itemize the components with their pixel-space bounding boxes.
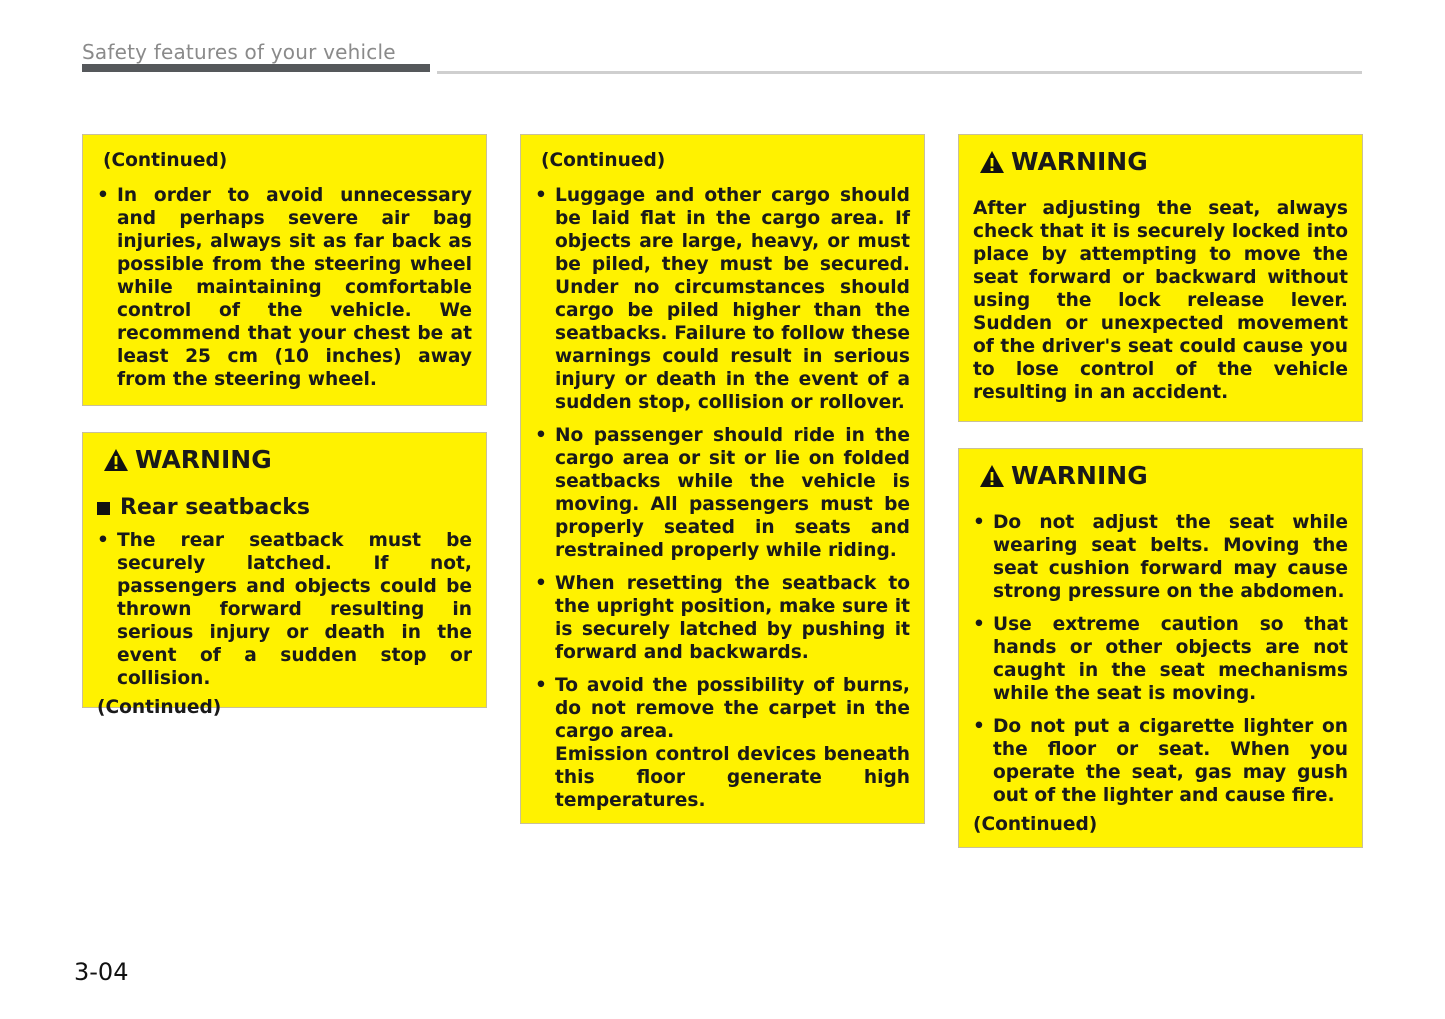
- continued-label: (Continued): [973, 814, 1098, 835]
- section-title: Safety features of your vehicle: [82, 40, 396, 64]
- square-bullet-icon: [97, 502, 110, 515]
- warning-paragraph: After adjusting the seat, always check that it is securely locked into place by attempting to move the seat forward or backward without using the lock release lever. Sudden or unexpected movement of the driver's seat could cause you to lose control of the vehicle resulting in an accident.: [973, 198, 1348, 403]
- header-rule: [437, 71, 1362, 74]
- warning-triangle-icon: [979, 464, 1005, 488]
- bullet-item: • The rear seatback must be securely latched. If not, passengers and objects could be thrown forward resulting in serious injury or death in the event of a sudden stop or collision.: [97, 529, 472, 690]
- page-number: 3-04: [74, 958, 129, 986]
- bullet-item: • Do not put a cigarette lighter on the floor or seat. When you operate the seat, gas may gush out of the lighter and cause fire.: [973, 715, 1348, 807]
- warning-triangle-icon: [979, 150, 1005, 174]
- warning-heading: [973, 461, 1348, 491]
- warning-label: WARNING: [1011, 461, 1148, 490]
- continued-label: (Continued): [97, 697, 222, 718]
- bullet-text: To avoid the possibility of burns, do not remove the carpet in the cargo area.: [555, 675, 910, 742]
- bullet-item: • Do not adjust the seat while wearing seat belts. Moving the seat cushion forward may cause strong pressure on the abdomen.: [973, 511, 1348, 603]
- bullet-item: • No passenger should ride in the cargo area or sit or lie on folded seatbacks while the vehicle is moving. All passengers must be properly seated in seats and restrained properly while riding.: [535, 424, 910, 562]
- subheading: [97, 495, 472, 521]
- continued-label: (Continued): [103, 150, 228, 171]
- bullet-item: • Luggage and other cargo should be laid flat in the cargo area. If objects are large, heavy, or must be piled, they must be secured. Under no circumstances should cargo be piled higher than the seatbacks. Failure to follow these warnings could result in serious injury or death in the event of a sudden stop, collision or rollover.: [535, 184, 910, 414]
- continued-box-cargo: [520, 134, 925, 824]
- warning-heading: [97, 445, 472, 475]
- warning-label: WARNING: [1011, 147, 1148, 176]
- subheading-text: Rear seatbacks: [120, 495, 310, 520]
- warning-box-seat-adjust: [958, 448, 1363, 848]
- warning-label: WARNING: [135, 445, 272, 474]
- warning-box-rear-seatbacks: [82, 432, 487, 718]
- warning-box-seat-lock: [958, 134, 1363, 422]
- header-bar: [82, 64, 430, 72]
- bullet-item: • Use extreme caution so that hands or other objects are not caught in the seat mechanisms while the seat is moving.: [973, 613, 1348, 705]
- bullet-extra-line: Emission control devices beneath this floor generate high temperatures.: [555, 744, 910, 811]
- continued-label: (Continued): [541, 150, 666, 171]
- bullet-item: • In order to avoid unnecessary and perhaps severe air bag injuries, always sit as far back as possible from the steering wheel while maintaining comfortable control of the vehicle. We recommend that your chest be at least 25 cm (10 inches) away from the steering wheel.: [97, 184, 472, 391]
- bullet-item: • When resetting the seatback to the upright position, make sure it is securely latched by pushing it forward and backwards.: [535, 572, 910, 664]
- bullet-item: [535, 674, 910, 812]
- continued-box-airbag: [82, 134, 487, 406]
- warning-heading: [973, 147, 1348, 177]
- warning-triangle-icon: [103, 448, 129, 472]
